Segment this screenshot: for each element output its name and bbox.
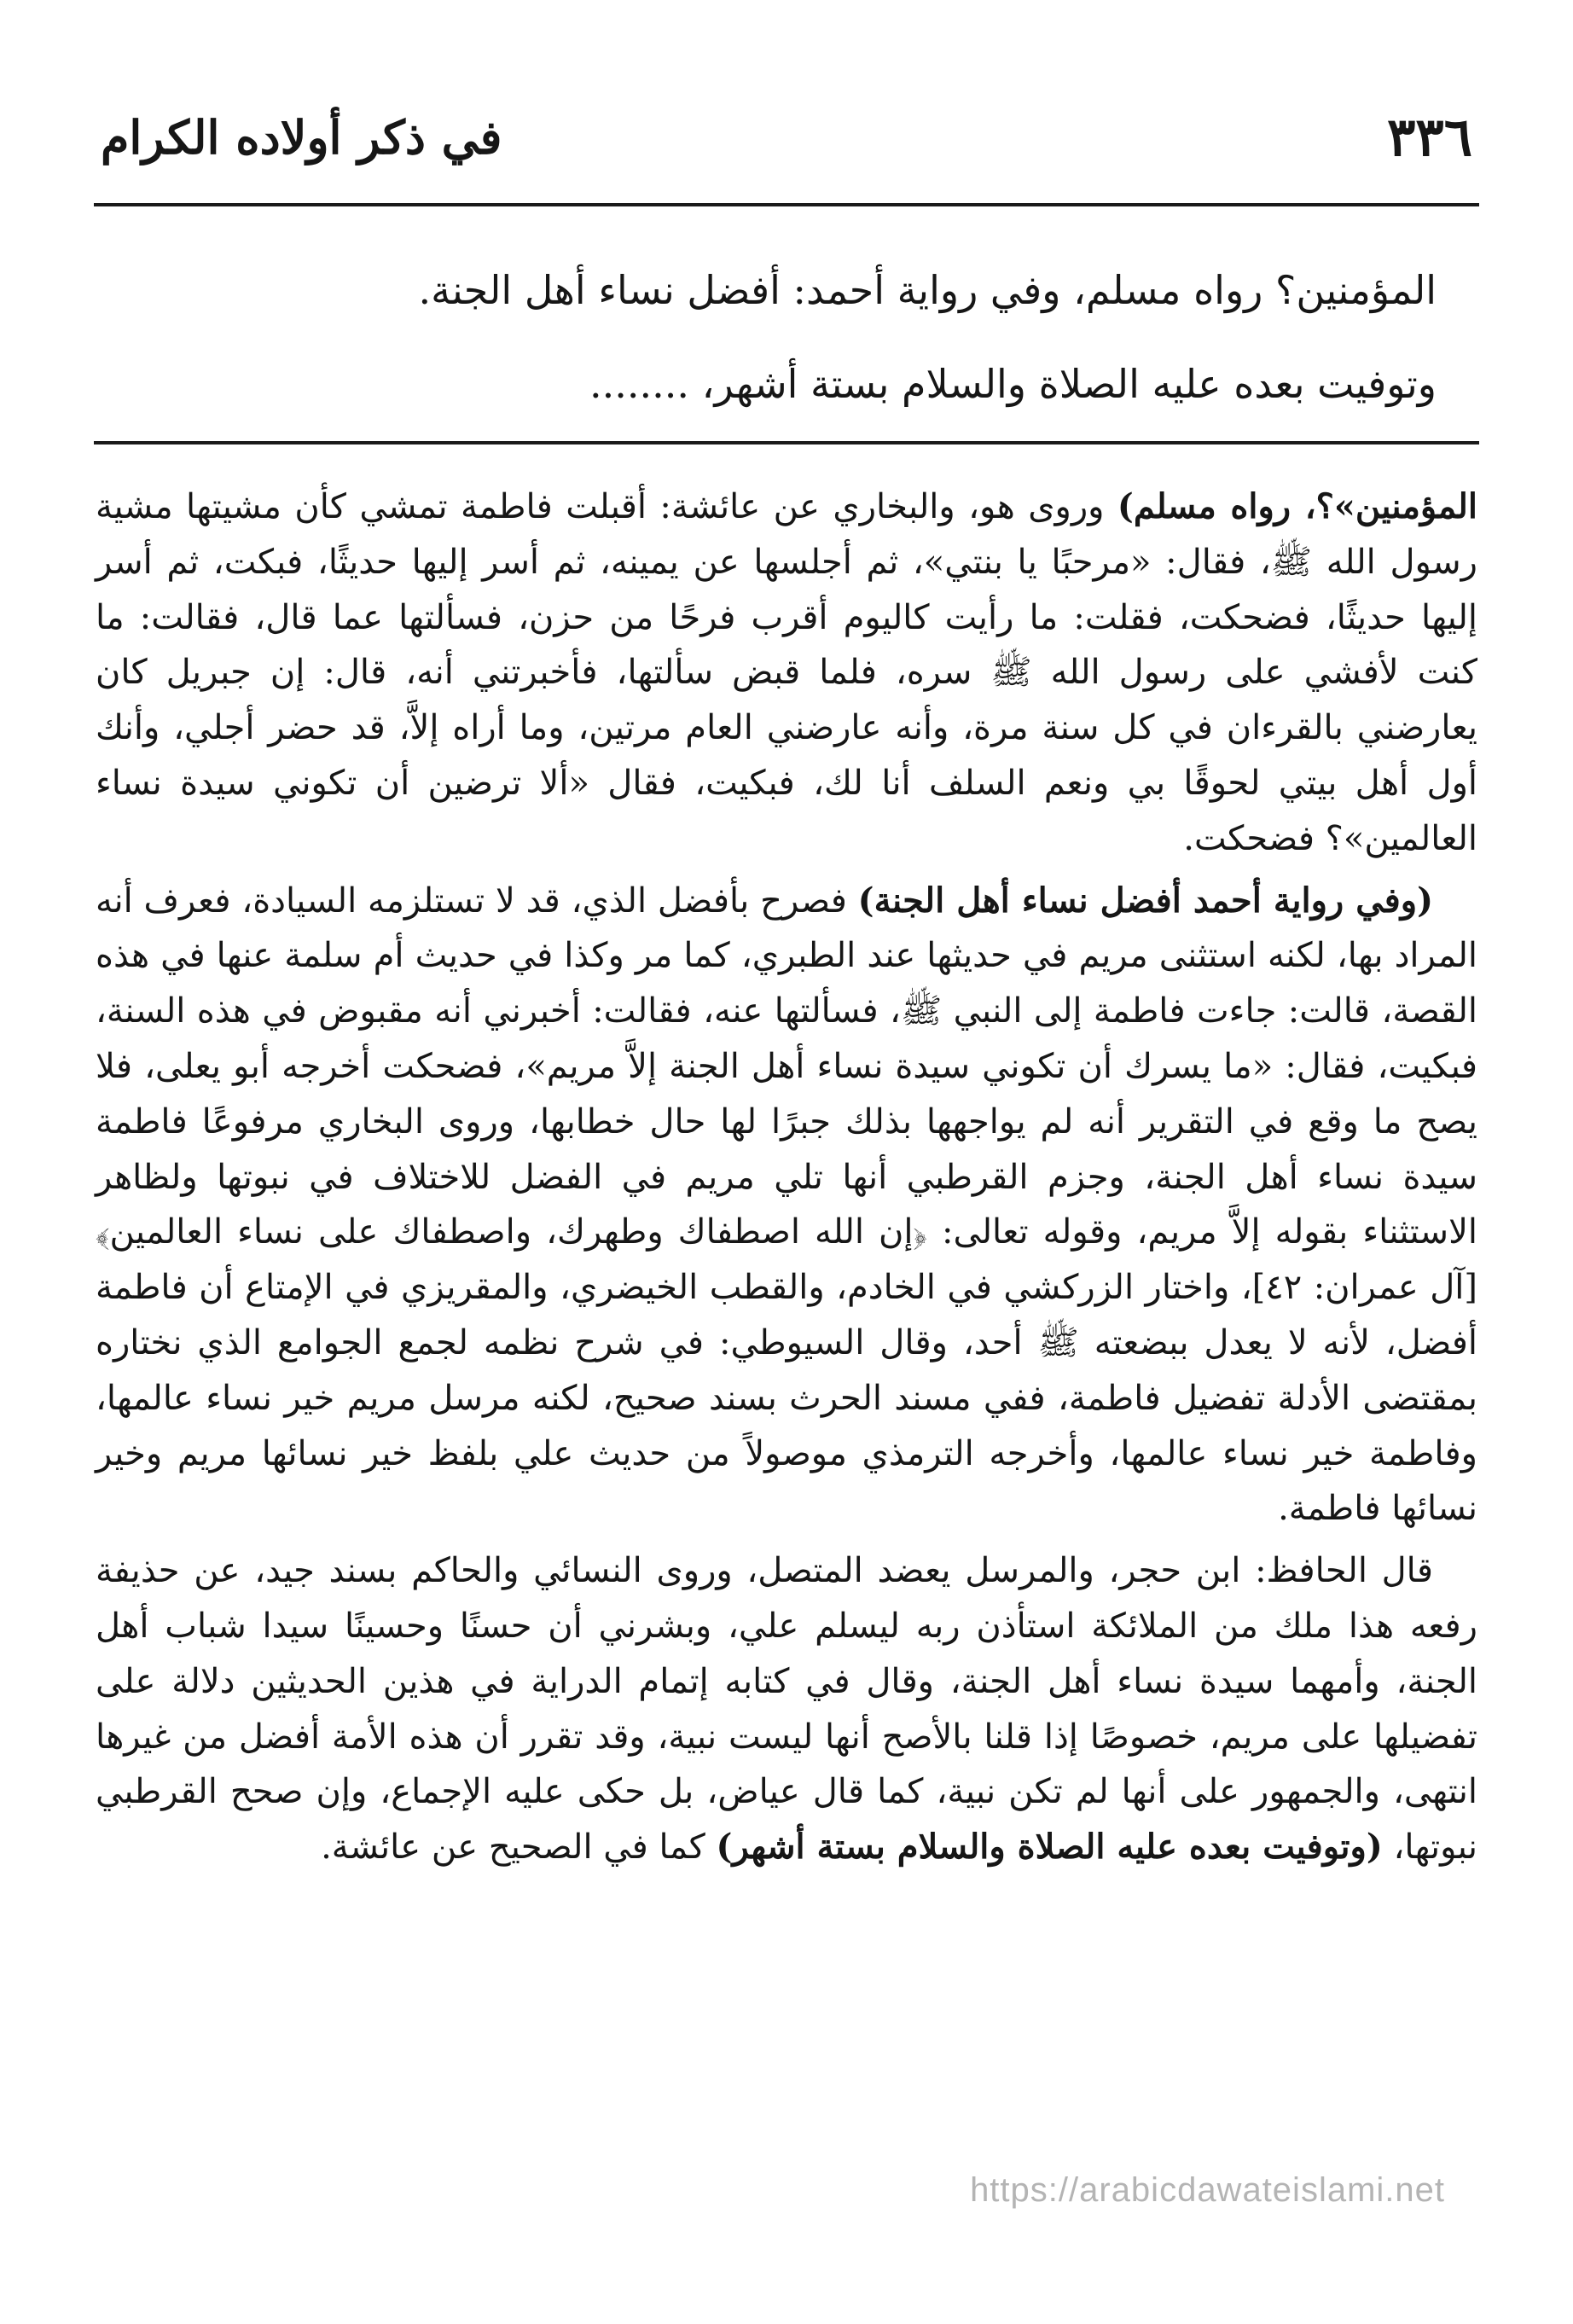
quoted-lemma: المؤمنين»؟، رواه مسلم) (1117, 486, 1477, 526)
commentary-paragraph (96, 1543, 1477, 1875)
commentary-divider (94, 441, 1479, 444)
quoted-lemma: (وتوفيت بعده عليه الصلاة والسلام بستة أشهر) (716, 1827, 1383, 1868)
commentary-text: كما في الصحيح عن عائشة. (321, 1827, 717, 1868)
ellipsis-dots: ........ (589, 361, 690, 407)
main-text-line: المؤمنين؟ رواه مسلم، وفي رواية أحمد: أفضل نساء أهل الجنة. (418, 267, 1437, 313)
commentary (96, 479, 1477, 1882)
page-number: ٣٣٦ (1387, 106, 1472, 168)
quoted-lemma: (وفي رواية أحمد أفضل نساء أهل الجنة) (857, 880, 1433, 921)
main-text (119, 243, 1437, 431)
watermark-url: https://arabicdawateislami.net (970, 2171, 1445, 2209)
commentary-paragraph (96, 479, 1477, 867)
running-header (94, 102, 1479, 196)
commentary-text: وروى هو، والبخاري عن عائشة: أقبلت فاطمة تمشي كأن مشيتها مشية رسول الله ﷺ، فقال: «مرحبًا يا بنتي»، ثم أجلسها عن يمينه، ثم أسر إليها حديثًا، فبكت، ثم أسر إليها حديثًا، فضحكت، فقلت: ما رأيت كاليوم أقرب فرحًا من حزن، فسألتها عما قال، فقالت: ما كنت لأفشي على رسول الله ﷺ سره، فلما قبض سألتها، فأخبرتني أنه، قال: إن جبريل كان يعارضني بالقرءان في كل سنة مرة، وأنه عارضني العام مرتين، وما أراه إلاَّ، قد حضر أجلي، وأنك أول أهل بيتي لحوقًا بي ونعم السلف أنا لك، فبكيت، فقال «ألا ترضين أن تكوني سيدة نساء العالمين»؟ فضحكت. (96, 487, 1478, 858)
main-text-line (119, 337, 1437, 431)
commentary-text: قال الحافظ: ابن حجر، والمرسل يعضد المتصل، وروى النسائي والحاكم بسند جيد، عن حذيفة رفعه هذا ملك من الملائكة استأذن ربه ليسلم علي، وبشرني أن حسنًا وحسينًا سيدا شباب أهل الجنة، وأمهما سيدة نساء أهل الجنة، وقال في كتابه إتمام الدراية في هذين الحديثين دلالة على تفضيلها على مريم، خصوصًا إذا قلنا بالأصح أنها ليست نبية، وقد تقرر أن هذه الأمة أفضل من غيرها انتهى، والجمهور على أنها لم تكن نبية، كما قال عياض، بل حكى عليه الإجماع، وإن صحح القرطبي نبوتها، (96, 1551, 1477, 1868)
commentary-text: فصرح بأفضل الذي، قد لا تستلزمه السيادة، فعرف أنه المراد بها، لكنه استثنى مريم في حديثها عند الطبري، كما مر وكذا في حديث أم سلمة عنها في هذه القصة، قالت: جاءت فاطمة إلى النبي ﷺ، فسألتها عنه، فقالت: أخبرني أنه مقبوض في هذه السنة، فبكيت، فقال: «ما يسرك أن تكوني سيدة نساء أهل الجنة إلاَّ مريم»، فضحكت أخرجه أبو يعلى، فلا يصح ما وقع في التقرير أنه لم يواجهها بذلك جبرًا لها حال خطابها، وروى البخاري مرفوعًا فاطمة سيدة نساء أهل الجنة، وجزم القرطبي أنها تلي مريم في الفضل للاختلاف في نبوتها ولظاهر الاستثناء بقوله إلاَّ مريم، وقوله تعالى: ﴿إن الله اصطفاك وطهرك، واصطفاك على نساء العالمين﴾ [آل عمران: ٤٢]، واختار الزركشي في الخادم، والقطب الخيضري، والمقريزي في الإمتاع أن فاطمة أفضل، لأنه لا يعدل ببضعته ﷺ أحد، وقال السيوطي: في شرح نظمه لجمع الجوامع الذي نختاره بمقتضى الأدلة تفضيل فاطمة، ففي مسند الحرث بسند صحيح، لكنه مرسل مريم خير نساء عالمها، وفاطمة خير نساء عالمها، وأخرجه الترمذي موصولاً من حديث علي بلفظ خير نسائها مريم وخير نسائها فاطمة. (96, 880, 1478, 1529)
running-title: في ذكر أولاده الكرام (101, 110, 502, 165)
header-divider (94, 203, 1479, 206)
commentary-paragraph (96, 874, 1477, 1537)
main-text-segment: وتوفيت بعده عليه الصلاة والسلام بستة أشهر، (689, 361, 1437, 407)
